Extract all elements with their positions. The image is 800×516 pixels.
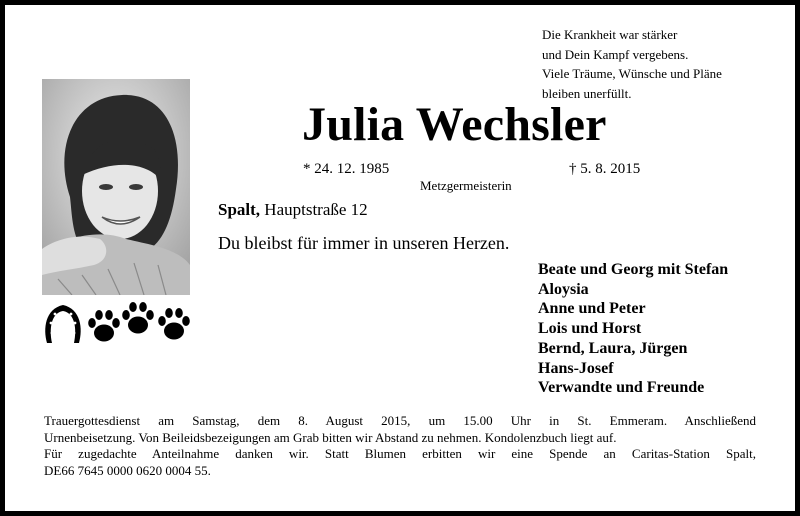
quote-line: Viele Träume, Wünsche und Pläne (542, 66, 722, 81)
service-line: Trauergottesdienst am Samstag, dem 8. August 2015, um 15.00 Uhr in St. Emmeram. Anschließend (44, 413, 756, 428)
quote-line: bleiben unerfüllt. (542, 85, 632, 101)
mourners-list (538, 260, 728, 398)
mourner-entry: Hans-Josef (538, 359, 614, 377)
mourner-entry: Anne und Peter (538, 300, 646, 318)
address-town: Spalt, (218, 200, 261, 219)
quote-line: und Dein Kampf vergebens. (542, 46, 689, 62)
address-street: Hauptstraße 12 (264, 200, 368, 219)
horseshoe-icon (43, 301, 83, 345)
symbol-row (43, 301, 193, 347)
paw-icon (121, 301, 155, 337)
portrait-photo (42, 79, 190, 295)
service-line: Urnenbeisetzung. Von Beileidsbezeigungen am Grab bitten wir Abstand zu nehmen. Kondolenzbuch liegt auf. (44, 429, 617, 445)
mourner-entry: Bernd, Laura, Jürgen (538, 339, 688, 357)
memorial-quote (542, 25, 782, 103)
profession: Metzgermeisterin (420, 178, 512, 193)
mourner-entry: Aloysia (538, 280, 589, 298)
deceased-name: Julia Wechsler (302, 98, 607, 151)
address (218, 199, 368, 221)
mourner-entry: Beate und Georg mit Stefan (538, 261, 729, 278)
motto: Du bleibst für immer in unseren Herzen. (218, 233, 510, 253)
service-line: DE66 7645 0000 0620 0004 55. (44, 462, 211, 478)
service-line: Für zugedachte Anteilnahme danken wir. Statt Blumen erbitten wir eine Spende an Caritas-Station Spalt, (44, 446, 756, 461)
service-details (44, 413, 756, 479)
mourner-entry: Verwandte und Freunde (538, 379, 705, 397)
birth-date: * 24. 12. 1985 (303, 161, 390, 177)
quote-line: Die Krankheit war stärker (542, 27, 678, 42)
paw-icon (157, 307, 191, 343)
death-date: † 5. 8. 2015 (569, 161, 641, 177)
mourner-entry: Lois und Horst (538, 320, 642, 338)
paw-icon (87, 309, 121, 345)
